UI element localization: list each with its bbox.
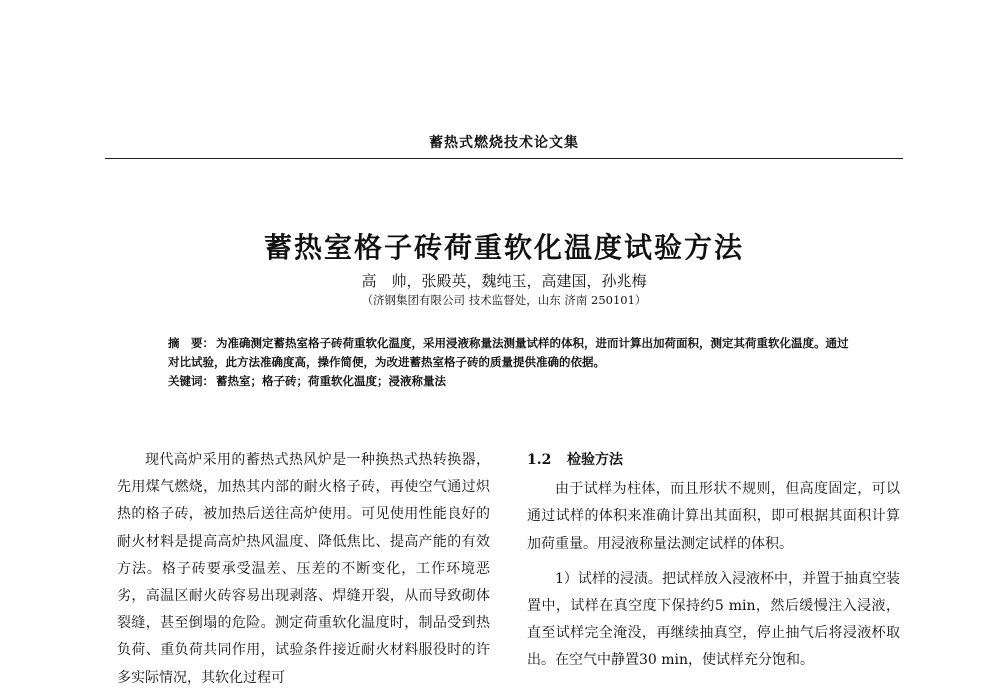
section-title: 检验方法 [567,452,623,468]
keywords-text: 蓄热室；格子砖；荷重软化温度；浸液称量法 [216,374,446,388]
abstract-text: 为准确测定蓄热室格子砖荷重软化温度，采用浸液称量法测量试样的体积，进而计算出加荷面积，测定其荷重软化温度。通过对比试验，此方法准确度高，操作简便，为改进蓄热室格子砖的质量提供准确的依据。 [168,336,849,369]
immersion-paragraph: 1）试样的浸渍。把试样放入浸液杯中，并置于抽真空装置中，试样在真空度下保持约5 min，然后缓慢注入浸液，直至试样完全淹没，再继续抽真空，停止抽气后将浸液杯取出。在空气中静置30 min，使试样充分饱和。 [527,570,900,669]
keywords-label: 关键词： [168,374,214,388]
intro-paragraph: 现代高炉采用的蓄热式热风炉是一种换热式热转换器，先用煤气燃烧，加热其内部的耐火格子砖，再使空气通过炽热的格子砖，被加热后送往高炉使用。可见使用性能良好的耐火材料是提高高炉热风温度、降低焦比、提高产能的有效方法。格子砖要承受温差、压差的不断变化，工作环境恶劣，高温区耐火砖容易出现剥落、焊缝开裂，从而导致砌体裂缝，甚至倒塌的危险。测定荷重软化温度时，制品受到热负荷、重负荷共同作用，试验条件接近耐火材料服役时的许多实际情况，其软化过程可 [117,452,490,686]
abstract-label: 摘 要： [168,336,214,350]
paper-authors: 高 帅，张殿英，魏纯玉，高建国，孙兆梅 [361,272,647,290]
keywords [168,372,858,391]
method-paragraph: 由于试样为柱体，而且形状不规则，但高度固定，可以通过试样的体积来准确计算出其面积，即可根据其面积计算加荷重量。用浸液称量法测定试样的体积。 [527,481,900,552]
running-header: 蓄热式燃烧技术论文集 [429,135,579,151]
abstract [168,334,858,372]
right-column [527,447,900,675]
header-rule [105,158,903,159]
section-heading [527,447,900,474]
section-number: 1.2 [527,452,552,468]
paper-title: 蓄热室格子砖荷重软化温度试验方法 [263,231,744,264]
left-column [117,447,490,692]
paper-affiliation: （济钢集团有限公司 技术监督处，山东 济南 250101） [361,293,647,307]
